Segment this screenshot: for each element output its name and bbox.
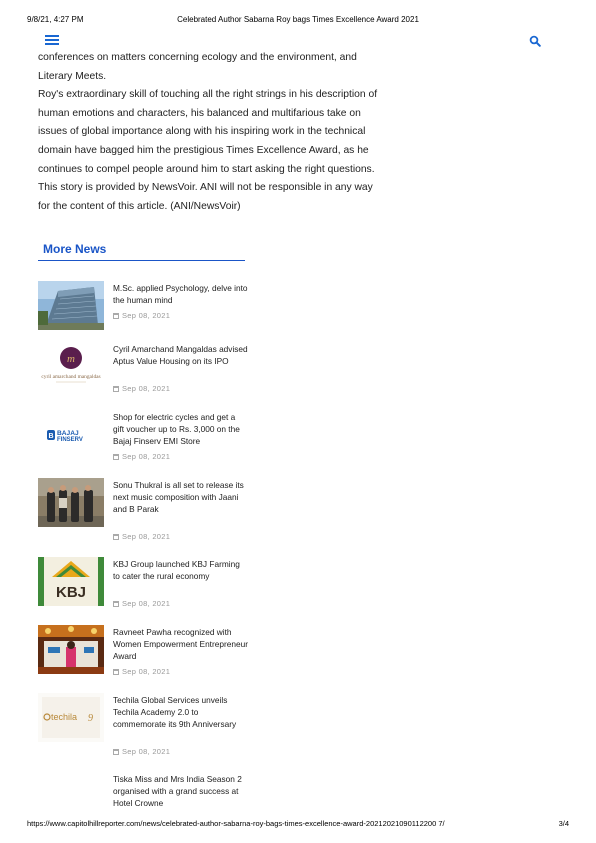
article-paragraph: Roy's extraordinary skill of touching all the right strings in his description of human emotions and characters, his balanced and multifarious take on issues of global importance along with his inspiring work in the technical domain have bagged him the prestigious Times Excellence Award, as he continues to compel people around him to start asking the right questions. bbox=[38, 89, 378, 175]
print-page-number: 3/4 bbox=[558, 819, 569, 828]
news-date: Sep 08, 2021 bbox=[113, 384, 170, 393]
news-date: Sep 08, 2021 bbox=[113, 311, 170, 320]
print-page-title: Celebrated Author Sabarna Roy bags Times Excellence Award 2021 bbox=[177, 15, 419, 24]
news-title-link[interactable]: Tiska Miss and Mrs India Season 2 organised with a grand success at Hotel Crowne bbox=[113, 774, 242, 808]
article-body bbox=[38, 49, 383, 216]
print-footer bbox=[0, 819, 596, 831]
calendar-icon bbox=[113, 386, 119, 392]
calendar-icon bbox=[113, 601, 119, 607]
news-date: Sep 08, 2021 bbox=[113, 599, 170, 608]
award-stage-image[interactable] bbox=[38, 625, 104, 674]
article-paragraph: conferences on matters concerning ecology and the environment, and Literary Meets. bbox=[38, 52, 357, 82]
news-title-link[interactable]: Ravneet Pawha recognized with Women Empowerment Entrepreneur Award bbox=[113, 627, 248, 661]
print-datetime: 9/8/21, 4:27 PM bbox=[27, 15, 84, 24]
news-title-link[interactable]: KBJ Group launched KBJ Farming to cater the rural economy bbox=[113, 559, 240, 581]
news-title-link[interactable]: Shop for electric cycles and get a gift voucher up to Rs. 3,000 on the Bajaj Finserv EMI Store bbox=[113, 412, 240, 446]
calendar-icon bbox=[113, 534, 119, 540]
calendar-icon bbox=[113, 669, 119, 675]
search-icon[interactable] bbox=[529, 34, 541, 46]
news-date: Sep 08, 2021 bbox=[113, 452, 170, 461]
print-url: https://www.capitolhillreporter.com/news/celebrated-author-sabarna-roy-bags-times-excellence-award-20212021090112200 7/ bbox=[27, 819, 445, 828]
news-title-link[interactable]: Techila Global Services unveils Techila Academy 2.0 to commemorate its 9th Anniversary bbox=[113, 695, 237, 729]
cyril-amarchand-mangaldas-logo[interactable] bbox=[38, 342, 104, 391]
news-date: Sep 08, 2021 bbox=[113, 747, 170, 756]
calendar-icon bbox=[113, 313, 119, 319]
svg-text:B: B bbox=[48, 433, 54, 440]
office-building-image[interactable] bbox=[38, 281, 104, 330]
techila-logo-text: techila bbox=[51, 712, 78, 722]
calendar-icon bbox=[113, 749, 119, 755]
article-paragraph: This story is provided by NewsVoir. ANI will not be responsible in any way for the content of this article. (ANI/NewsVoir) bbox=[38, 182, 373, 212]
bajaj-finserv-logo[interactable] bbox=[38, 410, 104, 459]
group-photo-image[interactable] bbox=[38, 478, 104, 527]
news-title-link[interactable]: M.Sc. applied Psychology, delve into the human mind bbox=[113, 283, 248, 305]
print-header bbox=[0, 15, 596, 27]
news-date: Sep 08, 2021 bbox=[113, 667, 170, 676]
bajaj-logo-text: BAJAJ bbox=[57, 430, 79, 437]
hamburger-menu-icon[interactable] bbox=[45, 35, 59, 45]
news-title-link[interactable]: Cyril Amarchand Mangaldas advised Aptus Value Housing on its IPO bbox=[113, 344, 248, 366]
calendar-icon bbox=[113, 454, 119, 460]
more-news-heading: More News bbox=[43, 242, 107, 256]
svg-text:9: 9 bbox=[88, 713, 93, 724]
kbj-logo[interactable] bbox=[38, 557, 104, 606]
news-title-link[interactable]: Sonu Thukral is all set to release its next music composition with Jaani and B Parak bbox=[113, 480, 244, 514]
cyril-logo-text: cyril amarchand mangaldas bbox=[41, 374, 101, 380]
finserv-logo-text: FINSERV bbox=[57, 437, 83, 443]
svg-text:m: m bbox=[67, 353, 75, 365]
kbj-logo-text: KBJ bbox=[55, 584, 87, 601]
news-date: Sep 08, 2021 bbox=[113, 532, 170, 541]
more-news-section-header bbox=[38, 240, 245, 261]
techila-logo[interactable] bbox=[38, 693, 104, 742]
